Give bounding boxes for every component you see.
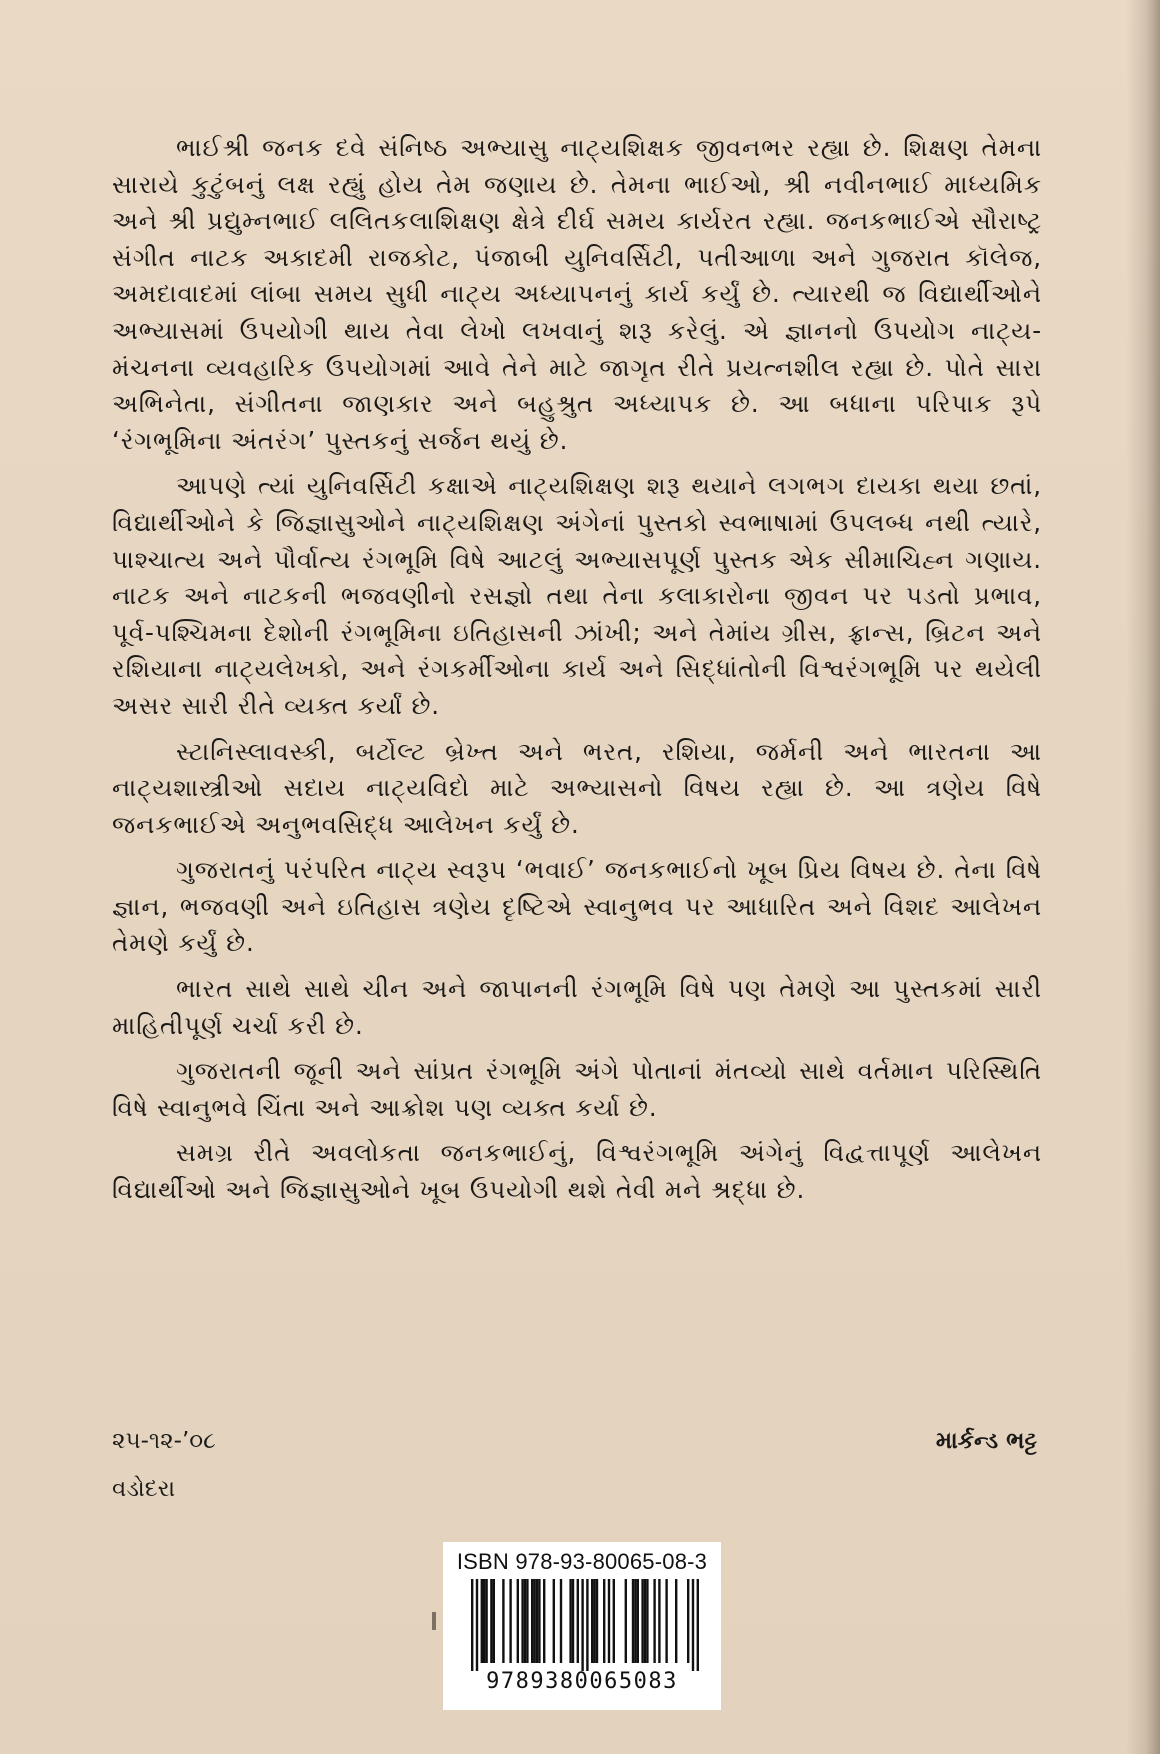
barcode-bar — [483, 1579, 485, 1663]
barcode-bar — [653, 1579, 655, 1663]
barcode-bar — [586, 1579, 588, 1671]
blurb-text — [112, 130, 1042, 1218]
barcode-bar — [493, 1579, 495, 1663]
barcode-bar — [572, 1579, 574, 1663]
barcode-bar — [531, 1579, 533, 1663]
barcode-bar — [517, 1579, 519, 1663]
barcode-bar — [591, 1579, 593, 1663]
paragraph: ભારત સાથે સાથે ચીન અને જાપાનની રંગભૂમિ વિષે પણ તેમણે આ પુસ્તકમાં સારી માહિતીપૂર્ણ ચર્ચા કરી છે. — [112, 974, 1042, 1040]
barcode-bar — [625, 1579, 627, 1663]
barcode-bar — [658, 1579, 660, 1663]
print-mark — [432, 1612, 436, 1630]
paragraph: ગુજરાતનું પરંપરિત નાટ્ય સ્વરૂપ ‘ભવાઈ’ જનકભાઈનો ખૂબ પ્રિય વિષય છે. તેના વિષે જ્ઞાન, ભજવણી અને ઇતિહાસ ત્રણેય દૃષ્ટિએ સ્વાનુભવ પર આધારિત અને વિશદ આલેખન તેમણે કર્યું છે. — [112, 855, 1042, 958]
barcode-bar — [675, 1579, 677, 1663]
signature-author: માર્કન્ડ ભટ્ટ — [935, 1428, 1037, 1454]
signature-date: ૨૫-૧૨-’૦૮ — [112, 1428, 216, 1454]
barcode-bar — [593, 1579, 595, 1663]
barcode-bar — [485, 1579, 487, 1663]
barcode-bar — [687, 1579, 689, 1663]
barcode-bar — [538, 1579, 540, 1663]
barcode-bar — [526, 1579, 528, 1663]
barcode-bar — [560, 1579, 562, 1663]
paragraph: સમગ્ર રીતે અવલોકતા જનકભાઈનું, વિશ્વરંગભૂમિ અંગેનું વિદ્વત્તાપૂર્ણ આલેખન વિદ્યાર્થીઓ અને જિજ્ઞાસુઓને ખૂબ ઉપયોગી થશે તેવી મને શ્રદ્ધા છે. — [112, 1138, 1042, 1205]
isbn-label: ISBN 978-93-80065-08-3 — [456, 1549, 708, 1574]
barcode-bar — [509, 1579, 511, 1663]
barcode-bar — [577, 1579, 579, 1663]
isbn-barcode — [443, 1542, 721, 1710]
barcode-bar — [641, 1579, 643, 1663]
barcode-bar — [644, 1579, 646, 1663]
barcode-bar — [521, 1579, 523, 1663]
barcode-bar — [634, 1579, 636, 1663]
barcode-bar — [637, 1579, 639, 1663]
barcode-bar — [543, 1579, 545, 1663]
barcode-bar — [481, 1579, 483, 1663]
barcode-bar — [632, 1579, 634, 1663]
barcode-bar — [692, 1579, 694, 1671]
barcode-bar — [603, 1579, 605, 1663]
barcode-bar — [646, 1579, 648, 1663]
barcode-number: 9789380065083 — [486, 1669, 678, 1694]
barcode-bar — [581, 1579, 583, 1671]
paragraph: સ્ટાનિસ્લાવસ્કી, બર્ટોલ્ટ બ્રેખ્ત અને ભરત, રશિયા, જર્મની અને ભારતના આ નાટ્યશાસ્ત્રીઓ સદાય નાટ્યવિદો માટે અભ્યાસનો વિષય રહ્યા છે. આ ત્રણેય વિષે જનકભાઈએ અનુભવસિદ્ધ આલેખન કર્યું છે. — [112, 736, 1042, 839]
barcode-bar — [596, 1579, 598, 1663]
barcode-bar — [608, 1579, 610, 1663]
barcode-bar — [502, 1579, 504, 1663]
barcode-bar — [471, 1579, 473, 1671]
paragraph: ગુજરાતની જૂની અને સાંપ્રત રંગભૂમિ અંગે પોતાનાં મંતવ્યો સાથે વર્તમાન પરિસ્થિતિ વિષે સ્વાનુભવે ચિંતા અને આક્રોશ પણ વ્યક્ત કર્યા છે. — [112, 1056, 1042, 1122]
barcode-bar — [697, 1579, 699, 1671]
barcode-bar — [569, 1579, 571, 1663]
barcode-bar — [476, 1579, 478, 1671]
barcode-bar — [533, 1579, 535, 1663]
barcode-bar — [524, 1579, 526, 1663]
barcode-bars — [453, 1579, 711, 1671]
signature-row — [112, 1428, 1037, 1462]
paragraph: ભાઈશ્રી જનક દવે સંનિષ્ઠ અભ્યાસુ નાટ્યશિક્ષક જીવનભર રહ્યા છે. શિક્ષણ તેમના સારાયે કુટુંબનું લક્ષ રહ્યું હોય તેમ જણાય છે. તેમના ભાઈઓ, શ્રી નવીનભાઈ માધ્યમિક અને શ્રી પ્રદ્યુમ્નભાઈ લલિતકલાશિક્ષણ ક્ષેત્રે દીર્ઘ સમય કાર્યરત રહ્યા. જનકભાઈએ સૌરાષ્ટ્ર સંગીત નાટક અકાદમી રાજકોટ, પંજાબી યુનિવર્સિટી, પતીઆળા અને ગુજરાત કૉલેજ, અમદાવાદમાં લાંબા સમય સુધી નાટ્ય અધ્યાપનનું કાર્ય કર્યું છે. ત્યારથી જ વિદ્યાર્થીઓને અભ્યાસમાં ઉપયોગી થાય તેવા લેખો લખવાનું શરૂ કરેલું. એ જ્ઞાનનો ઉપયોગ નાટ્ય-મંચનના વ્યવહારિક ઉપયોગમાં આવે તેને માટે જાગૃત રીતે પ્રયત્નશીલ રહ્યા છે. પોતે સારા અભિનેતા, સંગીતના જાણકાર અને બહુશ્રુત અધ્યાપક છે. આ બધાના પરિપાક રૂપે ‘રંગભૂમિના અંતરંગ’ પુસ્તકનું સર્જન થયું છે. — [112, 133, 1042, 455]
barcode-bar — [553, 1579, 555, 1663]
barcode-bar — [665, 1579, 667, 1663]
barcode-bar — [490, 1579, 492, 1663]
barcode-bar — [536, 1579, 538, 1663]
barcode-bar — [613, 1579, 615, 1663]
paragraph: આપણે ત્યાં યુનિવર્સિટી કક્ષાએ નાટ્યશિક્ષણ શરૂ થયાને લગભગ દાયકા થયા છતાં, વિદ્યાર્થીઓને કે જિજ્ઞાસુઓને નાટ્યશિક્ષણ અંગેનાં પુસ્તકો સ્વભાષામાં ઉપલબ્ધ નથી ત્યારે, પાશ્ચાત્ય અને પૌર્વાત્ય રંગભૂમિ વિષે આટલું અભ્યાસપૂર્ણ પુસ્તક એક સીમાચિહ્ન ગણાય. નાટક અને નાટકની ભજવણીનો રસજ્ઞો તથા તેના કલાકારોના જીવન પર પડતો પ્રભાવ, પૂર્વ-પશ્ચિમના દેશોની રંગભૂમિના ઇતિહાસની ઝાંખી; અને તેમાંય ગ્રીસ, ફ્રાન્સ, બ્રિટન અને રશિયાના નાટ્યલેખકો, અને રંગકર્મીઓના કાર્ય અને સિદ્ધાંતોની વિશ્વરંગભૂમિ પર થયેલી અસર સારી રીતે વ્યક્ત કર્યાં છે. — [112, 471, 1042, 720]
signature-place: વડોદરા — [112, 1476, 176, 1502]
